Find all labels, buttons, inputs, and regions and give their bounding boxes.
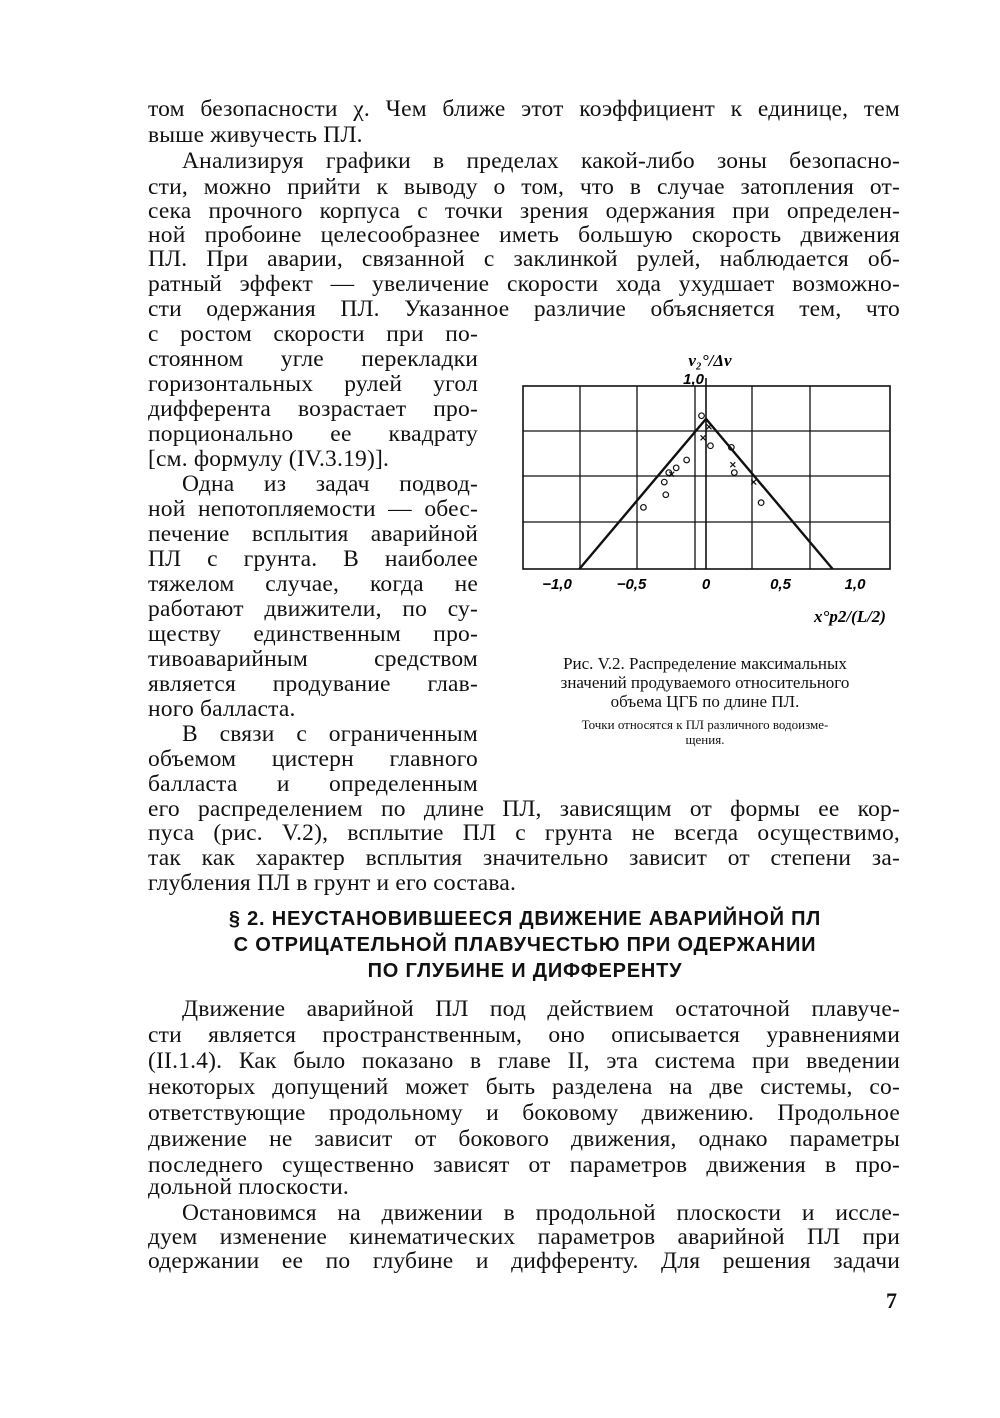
text-line: пуса (рис. V.2), всплытие ПЛ с грунта не всегда осуществимо, bbox=[148, 820, 900, 846]
text-line: ной пробоине целесообразнее иметь большую скорость движения bbox=[148, 222, 900, 248]
page-number: 7 bbox=[886, 1288, 897, 1313]
caption-line: значений продуваемого относительного bbox=[560, 673, 850, 692]
section-heading-line: ПО ГЛУБИНЕ И ДИФФЕРЕНТУ bbox=[367, 960, 683, 982]
chart-grid bbox=[523, 378, 890, 569]
text-line: горизонтальных рулей угол bbox=[148, 371, 478, 397]
x-tick-label: 1,0 bbox=[844, 576, 866, 593]
data-point-circle bbox=[641, 505, 647, 511]
data-point-circle bbox=[661, 479, 667, 485]
text-line: Движение аварийной ПЛ под действием остаточной плавуче- bbox=[182, 996, 900, 1022]
text-line: ПЛ. При аварии, связанной с заклинкой рулей, наблюдается об- bbox=[148, 246, 900, 272]
x-axis-label: x°p2/(L/2) bbox=[814, 607, 886, 626]
caption-note-line: Точки относятся к ПЛ различного водоизме- bbox=[581, 717, 829, 732]
chart-points bbox=[641, 413, 764, 510]
data-point-circle bbox=[673, 465, 679, 471]
text-line: тивоаварийным средством bbox=[148, 646, 478, 672]
text-line: ного балласта. bbox=[148, 696, 296, 722]
text-line: с ростом скорости при по- bbox=[148, 321, 478, 347]
text-line: ной непотопляемости — обес- bbox=[148, 496, 478, 522]
text-line: тяжелом случае, когда не bbox=[148, 571, 478, 597]
text-line: дуем изменение кинематических параметров аварийной ПЛ при bbox=[148, 1224, 900, 1250]
text-line: является продувание глав- bbox=[148, 671, 478, 697]
text-line: балласта и определенным bbox=[148, 771, 478, 797]
figure-caption bbox=[505, 654, 905, 747]
caption-line: Рис. V.2. Распределение максимальных bbox=[563, 654, 847, 673]
text-line: ществу единственным про- bbox=[148, 621, 478, 647]
text-line: выше живучесть ПЛ. bbox=[148, 122, 363, 148]
text-line: Одна из задач подвод- bbox=[182, 471, 478, 497]
data-point-circle bbox=[684, 457, 690, 463]
text-line: ответствующие продольному и боковому движению. Продольное bbox=[148, 1100, 900, 1126]
data-point-circle bbox=[732, 470, 738, 476]
text-line: печение всплытия аварийной bbox=[148, 521, 478, 547]
section-heading-line: § 2. НЕУСТАНОВИВШЕЕСЯ ДВИЖЕНИЕ АВАРИЙНОЙ ПЛ bbox=[228, 908, 822, 930]
x-tick-label: 0 bbox=[701, 576, 711, 593]
data-point-cross bbox=[706, 424, 711, 429]
chart-tick-labels bbox=[542, 371, 866, 593]
text-line: последнего существенно зависят от параметров движения в про- bbox=[148, 1152, 900, 1178]
text-line: сека прочного корпуса с точки зрения одержания при определен- bbox=[148, 198, 900, 224]
text-line: глубления ПЛ в грунт и его состава. bbox=[148, 870, 517, 896]
x-tick-label: −0,5 bbox=[616, 576, 647, 593]
data-point-circle bbox=[708, 443, 714, 449]
text-line: [см. формулу (IV.3.19)]. bbox=[148, 446, 390, 472]
text-line: стоянном угле перекладки bbox=[148, 346, 478, 372]
text-line: дольной плоскости. bbox=[148, 1174, 349, 1200]
text-line: его распределением по длине ПЛ, зависящим от формы ее кор- bbox=[148, 796, 900, 822]
text-line: так как характер всплытия значительно зависит от степени за- bbox=[148, 845, 900, 871]
text-line: одержании ее по глубине и дифференту. Для решения задачи bbox=[148, 1248, 900, 1274]
text-line: порционально ее квадрату bbox=[148, 421, 478, 447]
data-point-circle bbox=[699, 413, 705, 419]
text-line: Анализируя графики в пределах какой-либо зоны безопасно- bbox=[182, 148, 900, 174]
text-line: сти является пространственным, оно описывается уравнениями bbox=[148, 1022, 900, 1048]
chart-svg bbox=[490, 340, 910, 650]
text-line: В связи с ограниченным bbox=[182, 721, 478, 747]
text-line: сти, можно прийти к выводу о том, что в случае затопления от- bbox=[148, 174, 900, 200]
data-point-circle bbox=[758, 500, 764, 506]
text-line: дифферента возрастает про- bbox=[148, 396, 478, 422]
data-point-circle bbox=[663, 492, 669, 498]
text-line: работают движители, по су- bbox=[148, 596, 478, 622]
x-tick-label: 0,5 bbox=[770, 576, 791, 593]
text-line: движение не зависит от бокового движения, однако параметры bbox=[148, 1126, 900, 1152]
caption-note-line: щения. bbox=[685, 732, 725, 747]
text-line: том безопасности χ. Чем ближе этот коэффициент к единице, тем bbox=[148, 96, 900, 122]
text-line: объемом цистерн главного bbox=[148, 746, 478, 772]
text-line: Остановимся на движении в продольной плоскости и иссле- bbox=[182, 1200, 900, 1226]
caption-line: объема ЦГБ по длине ПЛ. bbox=[610, 692, 800, 711]
y-tick-label: 1,0 bbox=[683, 371, 704, 388]
section-heading-line: С ОТРИЦАТЕЛЬНОЙ ПЛАВУЧЕСТЬЮ ПРИ ОДЕРЖАНИИ bbox=[233, 934, 817, 956]
text-line: сти одержания ПЛ. Указанное различие объясняется тем, что bbox=[148, 296, 900, 322]
text-line: ратный эффект — увеличение скорости хода ухудшает возможно- bbox=[148, 271, 900, 297]
data-point-cross bbox=[701, 435, 706, 440]
x-tick-label: −1,0 bbox=[542, 576, 572, 593]
figure-v2 bbox=[490, 340, 910, 650]
y-axis-label: v₂°/Δv bbox=[688, 351, 732, 370]
data-point-cross bbox=[730, 462, 735, 467]
text-line: (II.1.4). Как было показано в главе II, эта система при введении bbox=[148, 1048, 900, 1074]
text-line: ПЛ с грунта. В наиболее bbox=[148, 546, 478, 572]
text-line: некоторых допущений может быть разделена на две системы, со- bbox=[148, 1074, 900, 1100]
